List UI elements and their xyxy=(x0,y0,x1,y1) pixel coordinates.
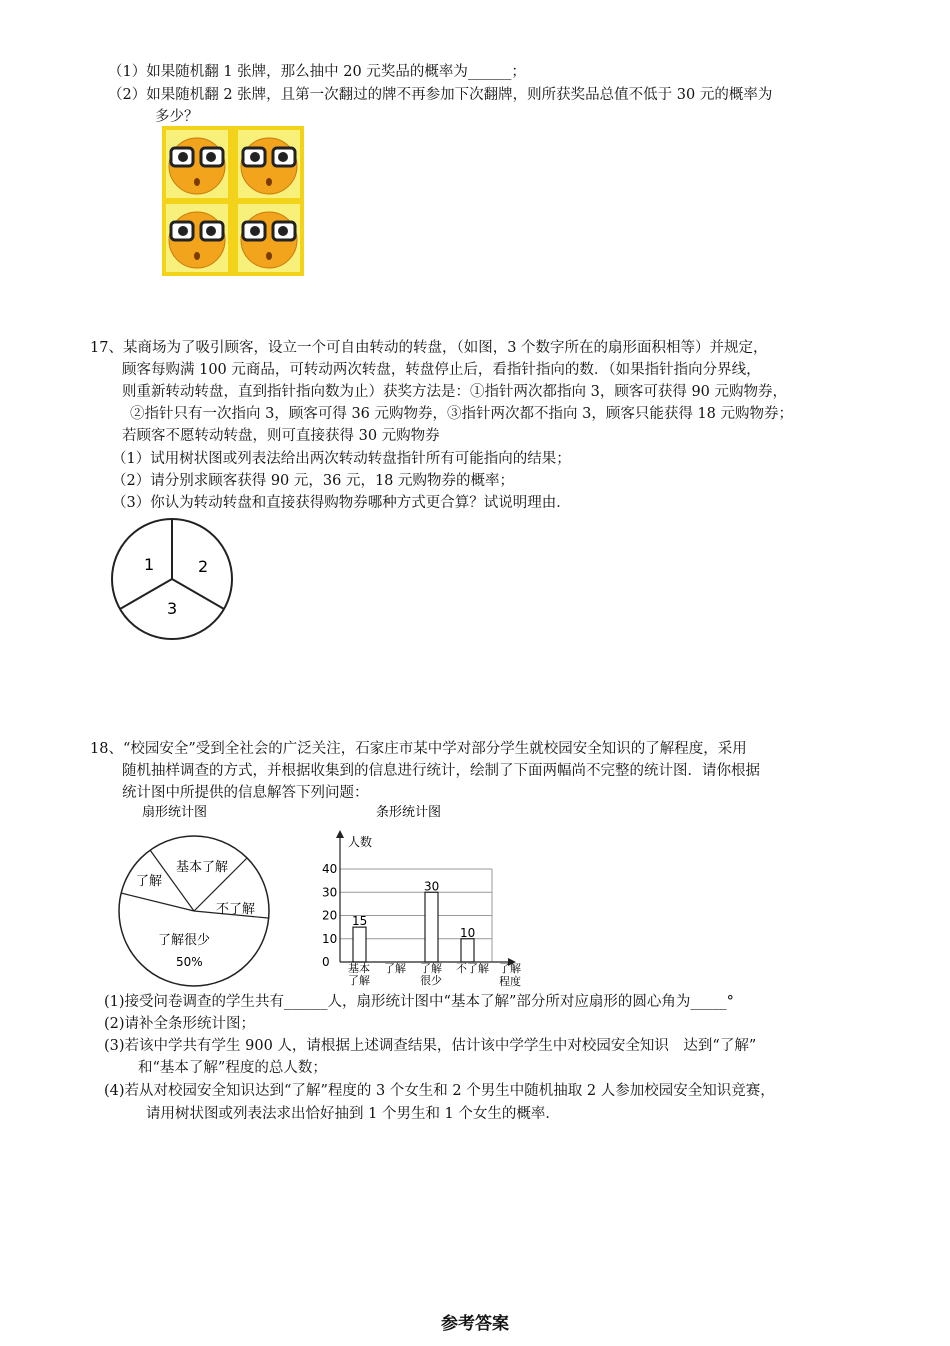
q17-line2: 顾客每购满 100 元商品，可转动两次转盘，转盘停止后，看指针指向的数．（如果指针指向分界线， xyxy=(122,362,761,378)
bar-data-label: 10 xyxy=(460,925,476,940)
bar-chart-figure xyxy=(306,800,528,992)
emoji-face-icon xyxy=(169,212,225,268)
spinner-number-3: 3 xyxy=(167,599,178,618)
bar-chart-xlabel-2: 程度 xyxy=(499,975,521,988)
bar-category-label-line2: 了解 xyxy=(348,974,370,987)
q18-sub3a: (3)若该中学共有学生 900 人，请根据上述调查结果，估计该中学学生中对校园安全知识 达到“了解” xyxy=(104,1038,757,1054)
q17-line3: 则重新转动转盘，直到指针指向数为止）获奖方法是：①指针两次都指向 3，顾客可获得 90 元购物券， xyxy=(122,384,787,400)
pie-chart-figure xyxy=(112,800,277,990)
bar-category-label: 了解 xyxy=(384,962,406,975)
bar-chart-xlabel-1: 了解 xyxy=(499,962,521,975)
bar-chart-ylabel: 人数 xyxy=(348,835,373,849)
bar-chart-ytick: 20 xyxy=(322,908,338,923)
pie-label-liaojie: 了解 xyxy=(136,874,163,889)
q17-sub1: （1）试用树状图或列表法给出两次转动转盘指针所有可能指向的结果； xyxy=(112,451,571,467)
bar-chart-ytick: 30 xyxy=(322,885,338,900)
pie-label-buliaojie: 不了解 xyxy=(216,902,256,917)
bar-chart-title: 条形统计图 xyxy=(376,805,442,820)
q17-line5: 若顾客不愿转动转盘，则可直接获得 30 元购物券 xyxy=(122,428,440,444)
emoji-face-icon xyxy=(241,212,297,268)
q18-sub3b: 和“基本了解”程度的总人数； xyxy=(138,1060,327,1076)
bar-2 xyxy=(425,892,438,962)
emoji-face-icon xyxy=(241,138,297,194)
bar-category-label: 基本 xyxy=(348,962,370,975)
spinner-figure xyxy=(108,515,238,645)
pie-chart-title: 扇形统计图 xyxy=(142,805,208,820)
q16-sub2a: （2）如果随机翻 2 张牌，且第一次翻过的牌不再参加下次翻牌，则所获奖品总值不低于 30 元的概率为 xyxy=(108,87,773,103)
bar-data-label: 15 xyxy=(352,914,368,929)
q17-line4: ②指针只有一次指向 3，顾客可得 36 元购物券，③指针两次都不指向 3，顾客只能获得 18 元购物券； xyxy=(130,406,794,422)
spinner-number-2: 2 xyxy=(198,557,209,576)
q17-sub3: （3）你认为转动转盘和直接获得购物券哪种方式更合算？试说明理由． xyxy=(112,495,571,511)
bar-0 xyxy=(353,927,366,962)
bar-chart-ytick: 10 xyxy=(322,931,338,946)
q18-sub4a: (4)若从对校园安全知识达到“了解”程度的 3 个女生和 2 个男生中随机抽取 2 人参加校园安全知识竞赛， xyxy=(104,1083,775,1099)
emoji-face-icon xyxy=(169,138,225,194)
q18-line2: 随机抽样调查的方式，并根据收集到的信息进行统计，绘制了下面两幅尚不完整的统计图．请你根据 xyxy=(122,763,760,779)
pie-label-jiben: 基本了解 xyxy=(176,860,229,875)
bar-chart-ytick: 40 xyxy=(322,862,338,876)
pie-label-henshao: 了解很少 xyxy=(158,933,211,948)
answer-title: 参考答案 xyxy=(441,1314,509,1334)
bar-category-label-line2: 很少 xyxy=(420,974,442,987)
card-grid-figure xyxy=(162,126,304,276)
bar-category-label: 了解 xyxy=(420,962,442,975)
q16-sub1: （1）如果随机翻 1 张牌，那么抽中 20 元奖品的概率为______； xyxy=(108,64,526,80)
bar-category-label: 不了解 xyxy=(456,962,489,975)
bar-chart-ytick: 0 xyxy=(322,955,330,969)
q18-line3: 统计图中所提供的信息解答下列问题： xyxy=(122,785,369,801)
q18-sub2: (2)请补全条形统计图； xyxy=(104,1016,256,1032)
q18-sub1: (1)接受问卷调查的学生共有______人，扇形统计图中“基本了解”部分所对应扇形的圆心角为_____° xyxy=(104,994,734,1010)
q18-sub4b: 请用树状图或列表法求出恰好抽到 1 个男生和 1 个女生的概率． xyxy=(146,1106,560,1122)
q17-line1: 17、某商场为了吸引顾客，设立一个可自由转动的转盘，（如图，3 个数字所在的扇形面积相等）并规定， xyxy=(90,340,768,356)
q17-sub2: （2）请分别求顾客获得 90 元，36 元，18 元购物券的概率； xyxy=(112,473,515,489)
bar-3 xyxy=(461,939,474,962)
q16-sub2b: 多少？ xyxy=(155,109,199,125)
spinner-number-1: 1 xyxy=(144,555,155,574)
bar-data-label: 30 xyxy=(424,879,440,894)
q18-line1: 18、“校园安全”受到全社会的广泛关注，石家庄市某中学对部分学生就校园安全知识的了解程度，采用 xyxy=(90,741,747,757)
pie-label-henshao-pct: 50% xyxy=(176,955,203,969)
